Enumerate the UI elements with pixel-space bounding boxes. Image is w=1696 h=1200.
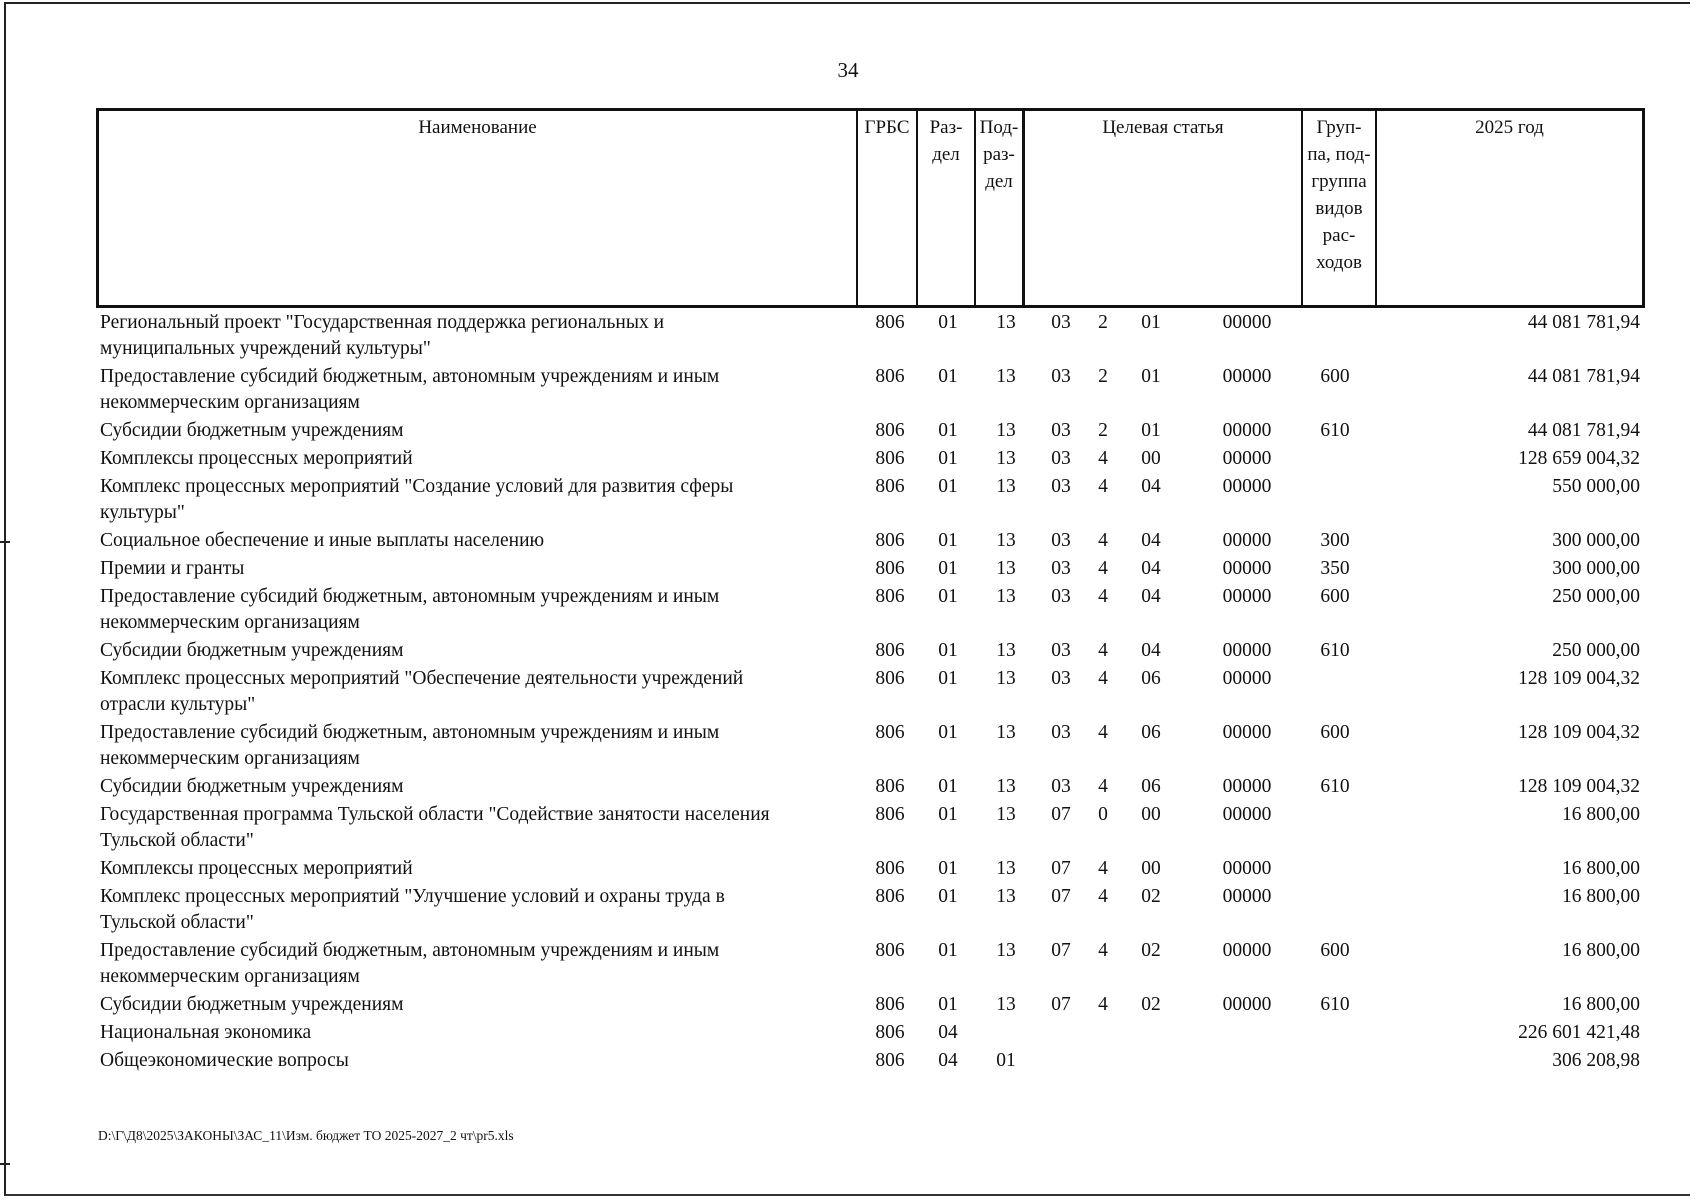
target-program-cell: 03	[1051, 776, 1071, 797]
table-body	[96, 310, 1645, 1076]
razdel-cell: 01	[938, 668, 958, 689]
target-sub-cell: 04	[1141, 558, 1161, 579]
row-name-line: Субсидии бюджетным учреждениям	[100, 640, 404, 661]
header-podrazdel-line: раз-	[983, 144, 1015, 165]
target-type-cell: 2	[1098, 366, 1108, 387]
row-name-line: Общеэкономические вопросы	[100, 1050, 349, 1071]
row-name	[96, 418, 860, 444]
row-name-line: Тульской области"	[100, 912, 254, 933]
row-name-line: Комплексы процессных мероприятий	[100, 858, 413, 879]
row-name-line: Предоставление субсидий бюджетным, автономным учреждениям и иным	[100, 366, 720, 387]
razdel-cell: 01	[938, 994, 958, 1015]
target-type-cell: 0	[1098, 804, 1108, 825]
target-code-cell: 00000	[1222, 886, 1272, 907]
row-name-line: Премии и гранты	[100, 558, 245, 579]
grbs-cell: 806	[875, 586, 905, 607]
target-code-cell: 00000	[1222, 448, 1272, 469]
expense-type-cell: 610	[1320, 994, 1350, 1015]
expense-type-cell: 600	[1320, 586, 1350, 607]
grbs-cell: 806	[875, 940, 905, 961]
table-row	[96, 802, 1645, 854]
expense-type-cell: 610	[1320, 640, 1350, 661]
target-type-cell: 4	[1098, 640, 1108, 661]
target-code-cell: 00000	[1222, 668, 1272, 689]
grbs-cell: 806	[875, 476, 905, 497]
razdel-cell: 01	[938, 776, 958, 797]
row-name-line: некоммерческим организациям	[100, 612, 360, 633]
razdel-cell: 04	[938, 1022, 958, 1043]
header-vid-line: ходов	[1316, 252, 1362, 273]
table-row	[96, 310, 1645, 362]
header-podrazdel	[974, 111, 1022, 305]
target-type-cell: 4	[1098, 448, 1108, 469]
row-name	[96, 802, 860, 854]
row-name	[96, 1048, 860, 1074]
amount-cell: 306 208,98	[1552, 1050, 1640, 1071]
target-program-cell: 03	[1051, 312, 1071, 333]
podrazdel-cell: 13	[996, 586, 1016, 607]
target-program-cell: 03	[1051, 476, 1071, 497]
amount-cell: 16 800,00	[1562, 858, 1640, 879]
row-name-line: культуры"	[100, 502, 185, 523]
target-code-cell: 00000	[1222, 776, 1272, 797]
target-type-cell: 2	[1098, 312, 1108, 333]
podrazdel-cell: 13	[996, 858, 1016, 879]
expense-type-cell: 610	[1320, 420, 1350, 441]
target-code-cell: 00000	[1222, 366, 1272, 387]
target-type-cell: 4	[1098, 476, 1108, 497]
expense-type-cell: 300	[1320, 530, 1350, 551]
razdel-cell: 01	[938, 858, 958, 879]
header-target-label: Целевая статья	[1102, 117, 1224, 138]
amount-cell: 128 109 004,32	[1518, 668, 1640, 689]
table-row	[96, 474, 1645, 526]
header-podrazdel-line: Под-	[979, 117, 1019, 138]
target-sub-cell: 04	[1141, 476, 1161, 497]
expense-type-cell: 600	[1320, 366, 1350, 387]
target-code-cell: 00000	[1222, 722, 1272, 743]
podrazdel-cell: 13	[996, 558, 1016, 579]
table-row	[96, 720, 1645, 772]
grbs-cell: 806	[875, 994, 905, 1015]
razdel-cell: 01	[938, 312, 958, 333]
header-razdel	[916, 111, 974, 305]
target-program-cell: 03	[1051, 448, 1071, 469]
table-row	[96, 992, 1645, 1018]
target-sub-cell: 01	[1141, 312, 1161, 333]
row-name-line: некоммерческим организациям	[100, 392, 360, 413]
target-sub-cell: 01	[1141, 420, 1161, 441]
razdel-cell: 01	[938, 722, 958, 743]
razdel-cell: 01	[938, 640, 958, 661]
target-type-cell: 4	[1098, 886, 1108, 907]
target-code-cell: 00000	[1222, 994, 1272, 1015]
target-program-cell: 03	[1051, 420, 1071, 441]
header-vid-line: видов	[1315, 198, 1363, 219]
target-program-cell: 03	[1051, 722, 1071, 743]
target-sub-cell: 02	[1141, 886, 1161, 907]
row-name	[96, 938, 860, 990]
table-row	[96, 884, 1645, 936]
table-row	[96, 938, 1645, 990]
row-name-line: некоммерческим организациям	[100, 966, 360, 987]
target-sub-cell: 04	[1141, 640, 1161, 661]
row-name	[96, 474, 860, 526]
podrazdel-cell: 13	[996, 994, 1016, 1015]
row-name-line: Комплекс процессных мероприятий "Улучшение условий и охраны труда в	[100, 886, 725, 907]
razdel-cell: 04	[938, 1050, 958, 1071]
razdel-cell: 01	[938, 940, 958, 961]
table-row	[96, 418, 1645, 444]
amount-cell: 226 601 421,48	[1518, 1022, 1640, 1043]
table-row	[96, 446, 1645, 472]
grbs-cell: 806	[875, 886, 905, 907]
target-type-cell: 4	[1098, 586, 1108, 607]
row-name	[96, 638, 860, 664]
table-row	[96, 1020, 1645, 1046]
razdel-cell: 01	[938, 586, 958, 607]
podrazdel-cell: 13	[996, 940, 1016, 961]
row-name-line: отрасли культуры"	[100, 694, 256, 715]
podrazdel-cell: 13	[996, 530, 1016, 551]
row-name	[96, 364, 860, 416]
grbs-cell: 806	[875, 640, 905, 661]
header-vid-line: группа	[1311, 171, 1367, 192]
header-vid-line: рас-	[1322, 225, 1356, 246]
amount-cell: 128 109 004,32	[1518, 776, 1640, 797]
target-type-cell: 4	[1098, 722, 1108, 743]
razdel-cell: 01	[938, 558, 958, 579]
target-sub-cell: 01	[1141, 366, 1161, 387]
scan-edge-mark	[0, 541, 10, 543]
row-name	[96, 720, 860, 772]
row-name	[96, 446, 860, 472]
razdel-cell: 01	[938, 804, 958, 825]
razdel-cell: 01	[938, 366, 958, 387]
header-year	[1375, 111, 1642, 305]
target-code-cell: 00000	[1222, 586, 1272, 607]
target-code-cell: 00000	[1222, 858, 1272, 879]
amount-cell: 16 800,00	[1562, 940, 1640, 961]
row-name	[96, 528, 860, 554]
podrazdel-cell: 13	[996, 886, 1016, 907]
target-type-cell: 4	[1098, 530, 1108, 551]
razdel-cell: 01	[938, 448, 958, 469]
header-target	[1022, 111, 1301, 305]
row-name-line: Субсидии бюджетным учреждениям	[100, 994, 404, 1015]
header-podrazdel-line: дел	[985, 171, 1013, 192]
podrazdel-cell: 01	[996, 1050, 1016, 1071]
amount-cell: 44 081 781,94	[1527, 312, 1640, 333]
row-name-line: Комплексы процессных мероприятий	[100, 448, 413, 469]
table-row	[96, 666, 1645, 718]
amount-cell: 44 081 781,94	[1527, 366, 1640, 387]
target-program-cell: 07	[1051, 994, 1071, 1015]
target-program-cell: 07	[1051, 804, 1071, 825]
table-row	[96, 774, 1645, 800]
row-name-line: Тульской области"	[100, 830, 254, 851]
podrazdel-cell: 13	[996, 722, 1016, 743]
target-code-cell: 00000	[1222, 530, 1272, 551]
target-type-cell: 4	[1098, 858, 1108, 879]
grbs-cell: 806	[875, 804, 905, 825]
target-type-cell: 4	[1098, 994, 1108, 1015]
target-sub-cell: 06	[1141, 668, 1161, 689]
row-name-line: Предоставление субсидий бюджетным, автономным учреждениям и иным	[100, 940, 720, 961]
target-sub-cell: 00	[1141, 858, 1161, 879]
row-name-line: Региональный проект "Государственная поддержка региональных и	[100, 312, 665, 333]
target-code-cell: 00000	[1222, 312, 1272, 333]
target-sub-cell: 06	[1141, 722, 1161, 743]
podrazdel-cell: 13	[996, 668, 1016, 689]
grbs-cell: 806	[875, 858, 905, 879]
row-name	[96, 884, 860, 936]
amount-cell: 250 000,00	[1552, 640, 1640, 661]
target-sub-cell: 00	[1141, 448, 1161, 469]
target-sub-cell: 02	[1141, 940, 1161, 961]
target-program-cell: 03	[1051, 668, 1071, 689]
table-header	[96, 108, 1645, 308]
grbs-cell: 806	[875, 420, 905, 441]
razdel-cell: 01	[938, 886, 958, 907]
grbs-cell: 806	[875, 530, 905, 551]
row-name	[96, 584, 860, 636]
grbs-cell: 806	[875, 1050, 905, 1071]
row-name-line: Предоставление субсидий бюджетным, автономным учреждениям и иным	[100, 722, 720, 743]
podrazdel-cell: 13	[996, 640, 1016, 661]
scan-edge-mark	[0, 1163, 10, 1165]
target-sub-cell: 04	[1141, 586, 1161, 607]
grbs-cell: 806	[875, 558, 905, 579]
amount-cell: 128 109 004,32	[1518, 722, 1640, 743]
grbs-cell: 806	[875, 448, 905, 469]
row-name-line: Предоставление субсидий бюджетным, автономным учреждениям и иным	[100, 586, 720, 607]
row-name	[96, 774, 860, 800]
header-name-label: Наименование	[418, 117, 537, 138]
header-vid	[1301, 111, 1375, 305]
target-program-cell: 07	[1051, 858, 1071, 879]
row-name-line: Государственная программа Тульской области "Содействие занятости населения	[100, 804, 770, 825]
table-row	[96, 364, 1645, 416]
header-grbs-label: ГРБС	[864, 117, 910, 138]
grbs-cell: 806	[875, 366, 905, 387]
header-grbs	[856, 111, 916, 305]
target-code-cell: 00000	[1222, 940, 1272, 961]
target-type-cell: 4	[1098, 940, 1108, 961]
table-row	[96, 856, 1645, 882]
amount-cell: 300 000,00	[1552, 558, 1640, 579]
podrazdel-cell: 13	[996, 776, 1016, 797]
row-name-line: Субсидии бюджетным учреждениям	[100, 420, 404, 441]
grbs-cell: 806	[875, 668, 905, 689]
row-name	[96, 666, 860, 718]
header-name	[99, 111, 856, 305]
razdel-cell: 01	[938, 420, 958, 441]
target-sub-cell: 06	[1141, 776, 1161, 797]
amount-cell: 16 800,00	[1562, 804, 1640, 825]
row-name	[96, 856, 860, 882]
row-name	[96, 310, 860, 362]
table-row	[96, 584, 1645, 636]
target-code-cell: 00000	[1222, 420, 1272, 441]
row-name	[96, 1020, 860, 1046]
target-sub-cell: 02	[1141, 994, 1161, 1015]
target-code-cell: 00000	[1222, 476, 1272, 497]
target-type-cell: 2	[1098, 420, 1108, 441]
amount-cell: 44 081 781,94	[1527, 420, 1640, 441]
page-number: 34	[837, 58, 859, 82]
grbs-cell: 806	[875, 776, 905, 797]
amount-cell: 300 000,00	[1552, 530, 1640, 551]
amount-cell: 16 800,00	[1562, 994, 1640, 1015]
podrazdel-cell: 13	[996, 420, 1016, 441]
table-row	[96, 638, 1645, 664]
target-program-cell: 03	[1051, 640, 1071, 661]
row-name	[96, 556, 860, 582]
amount-cell: 128 659 004,32	[1518, 448, 1640, 469]
header-razdel-line: Раз-	[929, 117, 963, 138]
amount-cell: 16 800,00	[1562, 886, 1640, 907]
row-name-line: некоммерческим организациям	[100, 748, 360, 769]
expense-type-cell: 600	[1320, 940, 1350, 961]
row-name-line: Комплекс процессных мероприятий "Создание условий для развития сферы	[100, 476, 734, 497]
target-sub-cell: 04	[1141, 530, 1161, 551]
grbs-cell: 806	[875, 1022, 905, 1043]
target-program-cell: 03	[1051, 586, 1071, 607]
row-name-line: Комплекс процессных мероприятий "Обеспечение деятельности учреждений	[100, 668, 744, 689]
row-name-line: муниципальных учреждений культуры"	[100, 338, 431, 359]
row-name	[96, 992, 860, 1018]
target-code-cell: 00000	[1222, 640, 1272, 661]
row-name-line: Социальное обеспечение и иные выплаты населению	[100, 530, 545, 551]
podrazdel-cell: 13	[996, 448, 1016, 469]
header-year-label: 2025 год	[1475, 117, 1544, 138]
target-code-cell: 00000	[1222, 804, 1272, 825]
podrazdel-cell: 13	[996, 804, 1016, 825]
table-row	[96, 1048, 1645, 1074]
table-row	[96, 556, 1645, 582]
amount-cell: 550 000,00	[1552, 476, 1640, 497]
header-vid-line: па, под-	[1307, 144, 1371, 165]
podrazdel-cell: 13	[996, 366, 1016, 387]
grbs-cell: 806	[875, 722, 905, 743]
expense-type-cell: 350	[1320, 558, 1350, 579]
target-type-cell: 4	[1098, 776, 1108, 797]
row-name-line: Субсидии бюджетным учреждениям	[100, 776, 404, 797]
target-code-cell: 00000	[1222, 558, 1272, 579]
header-vid-line: Груп-	[1316, 117, 1362, 138]
expense-type-cell: 610	[1320, 776, 1350, 797]
razdel-cell: 01	[938, 530, 958, 551]
target-program-cell: 07	[1051, 886, 1071, 907]
target-program-cell: 03	[1051, 558, 1071, 579]
target-type-cell: 4	[1098, 668, 1108, 689]
file-path: D:\Г\Д8\2025\ЗАКОНЫ\ЗАС_11\Изм. бюджет ТО 2025-2027_2 чт\pr5.xls	[98, 1128, 514, 1143]
podrazdel-cell: 13	[996, 476, 1016, 497]
expense-type-cell: 600	[1320, 722, 1350, 743]
razdel-cell: 01	[938, 476, 958, 497]
table-row	[96, 528, 1645, 554]
target-sub-cell: 00	[1141, 804, 1161, 825]
grbs-cell: 806	[875, 312, 905, 333]
header-razdel-line: дел	[932, 144, 960, 165]
podrazdel-cell: 13	[996, 312, 1016, 333]
target-program-cell: 07	[1051, 940, 1071, 961]
amount-cell: 250 000,00	[1552, 586, 1640, 607]
target-type-cell: 4	[1098, 558, 1108, 579]
row-name-line: Национальная экономика	[100, 1022, 312, 1043]
target-program-cell: 03	[1051, 366, 1071, 387]
target-program-cell: 03	[1051, 530, 1071, 551]
